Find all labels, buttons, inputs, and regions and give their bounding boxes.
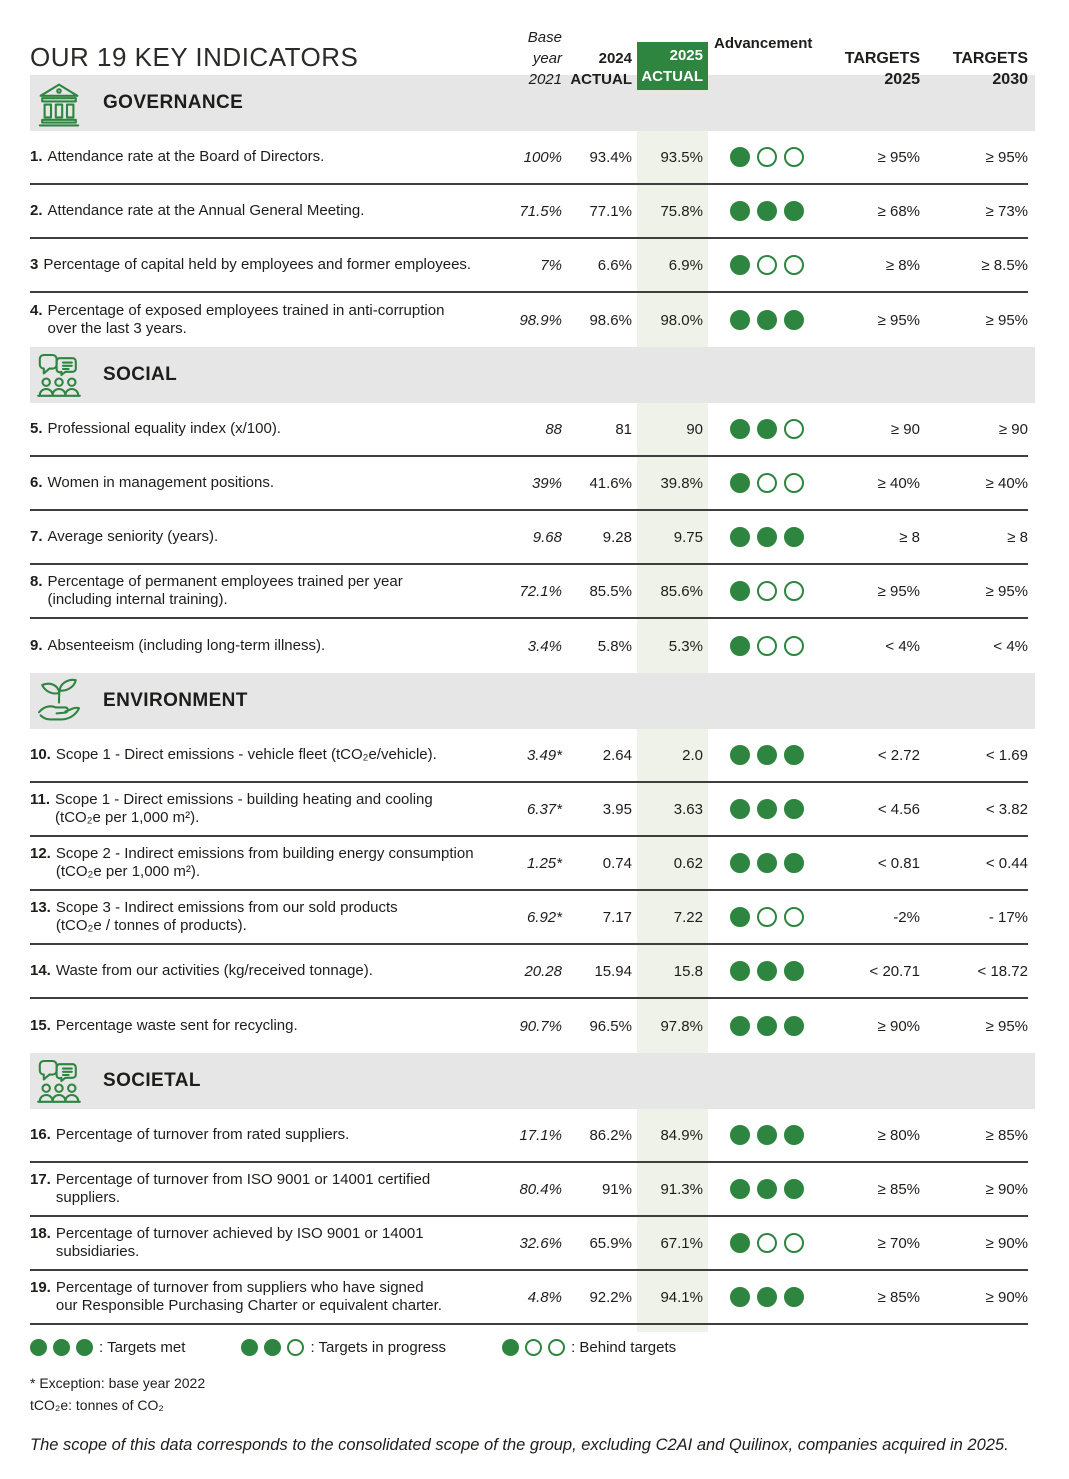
indicator-row: [30, 185, 1028, 239]
target-2030-value: ≥ 90%: [985, 1180, 1028, 1198]
indicator-text: Women in management positions.: [47, 474, 275, 491]
actual-2024-value: 0.74: [602, 854, 632, 872]
indicator-row: [30, 565, 1028, 619]
actual-2025-value: 15.8: [673, 962, 703, 980]
people-icon: [35, 1057, 83, 1105]
actual-2025-value: 98.0%: [660, 311, 703, 329]
status-dot-icon: [784, 147, 804, 167]
target-2030-value: < 18.72: [977, 962, 1028, 980]
people-icon: [35, 351, 83, 399]
indicator-text: Percentage of turnover achieved by ISO 9001 or 14001 subsidiaries.: [55, 1225, 424, 1260]
target-2025-value: < 4%: [885, 637, 920, 655]
status-dot-icon: [784, 853, 804, 873]
indicator-number: 4.: [30, 302, 43, 319]
indicator-label: [30, 746, 500, 764]
indicator-text: Scope 1 - Direct emissions - vehicle fleet (tCO₂e/vehicle).: [55, 746, 437, 763]
status-dot-icon: [757, 636, 777, 656]
indicator-row: [30, 511, 1028, 565]
indicator-label: [30, 1225, 500, 1261]
base-year-value: 88: [545, 420, 562, 438]
indicator-label: [30, 962, 500, 980]
indicator-text: Scope 1 - Direct emissions - building heating and cooling: [55, 791, 433, 808]
advancement-dots: [708, 1016, 810, 1036]
status-dot-icon: [784, 1125, 804, 1145]
status-dot-icon: [784, 419, 804, 439]
actual-2025-value: 85.6%: [660, 582, 703, 600]
indicator-number: 6.: [30, 474, 43, 491]
base-year-value: 6.37*: [526, 800, 562, 818]
indicator-text-line2: (tCO₂e per 1,000 m²).: [55, 809, 200, 826]
target-2030-value: < 4%: [993, 637, 1028, 655]
indicator-number: 19.: [30, 1279, 51, 1296]
actual-2025-value: 75.8%: [660, 202, 703, 220]
actual-2024-value: 5.8%: [597, 637, 632, 655]
actual-2025-value: 2.0: [682, 746, 703, 764]
indicator-label: [30, 1279, 500, 1315]
status-dot-icon: [757, 201, 777, 221]
status-dot-icon: [784, 907, 804, 927]
footnotes: [30, 1372, 1069, 1416]
advancement-dots: [708, 853, 810, 873]
column-header-advancement: Advancement: [714, 35, 813, 52]
indicator-row: [30, 837, 1028, 891]
status-dot-icon: [730, 527, 750, 547]
status-dot-icon: [730, 1287, 750, 1307]
base-year-value: 17.1%: [519, 1126, 562, 1144]
actual-2024-value: 65.9%: [589, 1234, 632, 1252]
indicator-number: 5.: [30, 420, 43, 437]
indicator-text: Waste from our activities (kg/received tonnage).: [55, 962, 373, 979]
advancement-dots: [708, 799, 810, 819]
column-header-2025-actual: 2025 ACTUAL: [637, 42, 708, 90]
status-dot-icon: [784, 745, 804, 765]
indicator-text-line2: over the last 3 years.: [47, 320, 187, 337]
indicator-row: [30, 239, 1028, 293]
actual-2024-value: 81: [615, 420, 632, 438]
base-year-value: 90.7%: [519, 1017, 562, 1035]
section-title: SOCIAL: [103, 364, 178, 385]
status-dot-icon: [730, 745, 750, 765]
legend-label: : Behind targets: [571, 1339, 677, 1356]
indicator-text: Scope 3 - Indirect emissions from our sold products: [55, 899, 398, 916]
actual-2025-value: 5.3%: [668, 637, 703, 655]
actual-2025-value: 7.22: [673, 908, 703, 926]
status-dot-icon: [757, 745, 777, 765]
indicator-text: Percentage waste sent for recycling.: [55, 1017, 298, 1034]
indicator-number: 1.: [30, 148, 43, 165]
target-2025-value: ≥ 85%: [877, 1180, 920, 1198]
advancement-dots: [708, 201, 810, 221]
status-dot-icon: [757, 1125, 777, 1145]
actual-2024-value: 3.95: [602, 800, 632, 818]
page-title: OUR 19 KEY INDICATORS: [30, 42, 359, 72]
status-dot-icon: [730, 473, 750, 493]
indicator-text: Percentage of exposed employees trained in anti-corruption: [47, 302, 445, 319]
indicator-number: 2.: [30, 202, 43, 219]
target-2030-value: ≥ 8.5%: [981, 256, 1028, 274]
advancement-dots: [708, 1233, 810, 1253]
status-dot-icon: [757, 907, 777, 927]
status-dot-icon: [730, 201, 750, 221]
target-2025-value: ≥ 95%: [877, 311, 920, 329]
indicator-text: Attendance rate at the Annual General Meeting.: [47, 202, 365, 219]
target-2025-value: ≥ 95%: [877, 148, 920, 166]
advancement-dots: [708, 581, 810, 601]
target-2030-value: ≥ 40%: [985, 474, 1028, 492]
target-2025-value: ≥ 8: [899, 528, 920, 546]
status-dot-icon: [784, 255, 804, 275]
indicator-label: [30, 1171, 500, 1207]
indicator-number: 9.: [30, 637, 43, 654]
indicator-label: [30, 845, 500, 881]
actual-2025-value: 91.3%: [660, 1180, 703, 1198]
column-header-base-year: Base year 2021: [527, 29, 562, 88]
status-dot-icon: [757, 473, 777, 493]
indicator-label: [30, 148, 500, 166]
table-header: [30, 27, 1028, 88]
target-2025-value: ≥ 95%: [877, 582, 920, 600]
target-2025-value: ≥ 90%: [877, 1017, 920, 1035]
indicator-text: Percentage of capital held by employees and former employees.: [43, 256, 472, 273]
target-2030-value: ≥ 95%: [985, 582, 1028, 600]
target-2030-value: ≥ 95%: [985, 148, 1028, 166]
target-2025-value: ≥ 80%: [877, 1126, 920, 1144]
status-dot-icon: [730, 1179, 750, 1199]
advancement-dots: [708, 147, 810, 167]
actual-2024-value: 91%: [601, 1180, 632, 1198]
status-legend: [30, 1339, 1069, 1356]
status-dot-icon: [784, 310, 804, 330]
indicator-row: [30, 1109, 1028, 1163]
actual-2024-value: 93.4%: [589, 148, 632, 166]
status-dot-icon: [548, 1339, 565, 1356]
actual-2024-value: 85.5%: [589, 582, 632, 600]
legend-item-behind-targets: [502, 1339, 676, 1356]
target-2030-value: < 1.69: [985, 746, 1028, 764]
status-dot-icon: [30, 1339, 47, 1356]
indicator-text-line2: (tCO₂e per 1,000 m²).: [55, 863, 201, 880]
indicator-number: 11.: [30, 791, 51, 808]
actual-2024-value: 2.64: [602, 746, 632, 764]
actual-2024-value: 9.28: [602, 528, 632, 546]
actual-2024-value: 6.6%: [597, 256, 632, 274]
footnote-exception: * Exception: base year 2022: [30, 1375, 206, 1391]
status-dot-icon: [730, 419, 750, 439]
status-dot-icon: [53, 1339, 70, 1356]
indicator-label: [30, 1017, 500, 1035]
target-2025-value: -2%: [893, 908, 920, 926]
base-year-value: 20.28: [524, 962, 562, 980]
indicator-text: Professional equality index (x/100).: [47, 420, 281, 437]
indicator-text: Percentage of permanent employees trained per year: [47, 573, 403, 590]
status-dot-icon: [757, 853, 777, 873]
status-dot-icon: [730, 147, 750, 167]
advancement-dots: [708, 255, 810, 275]
status-dot-icon: [730, 907, 750, 927]
status-dot-icon: [784, 1233, 804, 1253]
indicator-label: [30, 1126, 500, 1144]
base-year-value: 3.49*: [526, 746, 562, 764]
advancement-dots: [708, 310, 810, 330]
indicator-label: [30, 256, 500, 274]
actual-2024-value: 86.2%: [589, 1126, 632, 1144]
bank-icon: [35, 79, 83, 127]
advancement-dots: [708, 1179, 810, 1199]
status-dot-icon: [784, 201, 804, 221]
advancement-dots: [708, 419, 810, 439]
advancement-dots: [708, 473, 810, 493]
hand-plant-icon: [35, 677, 83, 725]
indicator-row: [30, 1271, 1028, 1325]
indicator-number: 13.: [30, 899, 51, 916]
base-year-value: 1.25*: [526, 854, 562, 872]
status-dot-icon: [264, 1339, 281, 1356]
indicator-text: Scope 2 - Indirect emissions from building energy consumption: [55, 845, 474, 862]
indicator-label: [30, 573, 500, 609]
target-2025-value: ≥ 68%: [877, 202, 920, 220]
section-title: SOCIETAL: [103, 1070, 201, 1091]
status-dot-icon: [730, 961, 750, 981]
advancement-dots: [708, 527, 810, 547]
target-2030-value: ≥ 90: [998, 420, 1028, 438]
indicator-number: 12.: [30, 845, 51, 862]
advancement-dots: [708, 1287, 810, 1307]
base-year-value: 71.5%: [519, 202, 562, 220]
status-dot-icon: [730, 853, 750, 873]
actual-2025-value: 94.1%: [660, 1288, 703, 1306]
indicator-label: [30, 202, 500, 220]
indicator-row: [30, 1217, 1028, 1271]
target-2025-value: < 2.72: [877, 746, 920, 764]
status-dot-icon: [757, 419, 777, 439]
section-band: [30, 673, 1035, 729]
indicator-label: [30, 474, 500, 492]
status-dot-icon: [76, 1339, 93, 1356]
indicator-row: [30, 1163, 1028, 1217]
target-2025-value: ≥ 90: [890, 420, 920, 438]
indicator-label: [30, 637, 500, 655]
status-dot-icon: [784, 1179, 804, 1199]
target-2025-value: ≥ 40%: [877, 474, 920, 492]
column-header-targets-2030: TARGETS 2030: [952, 50, 1028, 88]
indicator-number: 10.: [30, 746, 51, 763]
legend-item-targets-met: [30, 1339, 185, 1356]
target-2025-value: < 4.56: [877, 800, 920, 818]
target-2025-value: < 0.81: [877, 854, 920, 872]
status-dot-icon: [784, 527, 804, 547]
status-dot-icon: [784, 1287, 804, 1307]
status-dot-icon: [757, 1287, 777, 1307]
base-year-value: 32.6%: [519, 1234, 562, 1252]
target-2030-value: ≥ 95%: [985, 1017, 1028, 1035]
legend-item-targets-in-progress: [241, 1339, 446, 1356]
status-dot-icon: [757, 255, 777, 275]
indicator-number: 17.: [30, 1171, 51, 1188]
indicator-number: 14.: [30, 962, 51, 979]
advancement-dots: [708, 961, 810, 981]
indicator-row: [30, 729, 1028, 783]
indicator-label: [30, 420, 500, 438]
status-dot-icon: [525, 1339, 542, 1356]
actual-2024-value: 41.6%: [589, 474, 632, 492]
indicator-label: [30, 528, 500, 546]
status-dot-icon: [784, 473, 804, 493]
indicator-row: [30, 131, 1028, 185]
target-2030-value: ≥ 85%: [985, 1126, 1028, 1144]
target-2025-value: ≥ 85%: [877, 1288, 920, 1306]
actual-2025-value: 6.9%: [668, 256, 703, 274]
actual-2024-value: 77.1%: [589, 202, 632, 220]
indicator-number: 18.: [30, 1225, 51, 1242]
status-dot-icon: [757, 1233, 777, 1253]
column-header-2024-actual: 2024 ACTUAL: [570, 50, 632, 88]
indicator-label: [30, 899, 500, 935]
indicator-text-line2: (including internal training).: [47, 591, 228, 608]
base-year-value: 100%: [523, 148, 562, 166]
indicator-number: 8.: [30, 573, 43, 590]
status-dot-icon: [784, 636, 804, 656]
status-dot-icon: [757, 1179, 777, 1199]
base-year-value: 9.68: [532, 528, 562, 546]
actual-2025-value: 0.62: [673, 854, 703, 872]
indicator-text: Attendance rate at the Board of Directors.: [47, 148, 325, 165]
target-2025-value: < 20.71: [869, 962, 920, 980]
indicator-row: [30, 619, 1028, 673]
status-dot-icon: [757, 147, 777, 167]
actual-2025-value: 39.8%: [660, 474, 703, 492]
status-dot-icon: [730, 636, 750, 656]
section-band: [30, 347, 1035, 403]
base-year-value: 6.92*: [526, 908, 562, 926]
actual-2024-value: 15.94: [594, 962, 632, 980]
actual-2025-value: 93.5%: [660, 148, 703, 166]
status-dot-icon: [241, 1339, 258, 1356]
actual-2024-value: 7.17: [602, 908, 632, 926]
base-year-value: 7%: [540, 256, 562, 274]
base-year-value: 4.8%: [527, 1288, 562, 1306]
indicator-number: 3: [30, 256, 39, 273]
status-dot-icon: [757, 527, 777, 547]
advancement-dots: [708, 1125, 810, 1145]
column-header-targets-2025: TARGETS 2025: [844, 50, 920, 88]
indicator-row: [30, 403, 1028, 457]
status-dots-icon: [241, 1339, 304, 1356]
indicator-row: [30, 999, 1028, 1053]
status-dot-icon: [784, 961, 804, 981]
target-2025-value: ≥ 8%: [885, 256, 920, 274]
status-dots-icon: [30, 1339, 93, 1356]
indicator-text: Percentage of turnover from suppliers who have signed: [55, 1279, 424, 1296]
base-year-value: 98.9%: [519, 311, 562, 329]
indicator-text-line2: (tCO₂e / tonnes of products).: [55, 917, 247, 934]
actual-2024-value: 98.6%: [589, 311, 632, 329]
base-year-value: 80.4%: [519, 1180, 562, 1198]
base-year-value: 3.4%: [527, 637, 562, 655]
advancement-dots: [708, 907, 810, 927]
indicator-number: 16.: [30, 1126, 51, 1143]
indicator-row: [30, 783, 1028, 837]
status-dot-icon: [502, 1339, 519, 1356]
status-dot-icon: [757, 310, 777, 330]
target-2030-value: ≥ 90%: [985, 1234, 1028, 1252]
indicator-table: [0, 75, 1069, 1325]
target-2030-value: - 17%: [988, 908, 1028, 926]
indicator-row: [30, 457, 1028, 511]
scope-note: The scope of this data corresponds to the consolidated scope of the group, excluding C2AI and Quilinox, companies acquired in 2025.: [30, 1436, 1009, 1454]
actual-2025-value: 3.63: [673, 800, 703, 818]
target-2030-value: ≥ 73%: [985, 202, 1028, 220]
indicator-row: [30, 891, 1028, 945]
status-dot-icon: [730, 581, 750, 601]
target-2030-value: < 0.44: [985, 854, 1028, 872]
indicator-row: [30, 945, 1028, 999]
status-dot-icon: [757, 581, 777, 601]
target-2030-value: < 3.82: [985, 800, 1028, 818]
actual-2025-value: 84.9%: [660, 1126, 703, 1144]
section-title: ENVIRONMENT: [103, 690, 248, 711]
status-dot-icon: [784, 581, 804, 601]
status-dot-icon: [730, 310, 750, 330]
advancement-dots: [708, 745, 810, 765]
indicator-text: Percentage of turnover from ISO 9001 or 14001 certified suppliers.: [55, 1171, 431, 1206]
advancement-dots: [708, 636, 810, 656]
base-year-value: 39%: [531, 474, 562, 492]
indicator-number: 7.: [30, 528, 43, 545]
indicator-text: Absenteeism (including long-term illness).: [47, 637, 326, 654]
legend-label: : Targets met: [99, 1339, 186, 1356]
actual-2025-value: 67.1%: [660, 1234, 703, 1252]
status-dot-icon: [757, 799, 777, 819]
legend-label: : Targets in progress: [310, 1339, 447, 1356]
status-dot-icon: [730, 255, 750, 275]
status-dots-icon: [502, 1339, 565, 1356]
actual-2024-value: 96.5%: [589, 1017, 632, 1035]
target-2030-value: ≥ 90%: [985, 1288, 1028, 1306]
indicator-label: [30, 302, 500, 338]
status-dot-icon: [730, 1233, 750, 1253]
status-dot-icon: [730, 1016, 750, 1036]
actual-2025-value: 9.75: [673, 528, 703, 546]
status-dot-icon: [757, 961, 777, 981]
status-dot-icon: [784, 799, 804, 819]
indicator-label: [30, 791, 500, 827]
status-dot-icon: [757, 1016, 777, 1036]
actual-2024-value: 92.2%: [589, 1288, 632, 1306]
base-year-value: 72.1%: [519, 582, 562, 600]
target-2030-value: ≥ 95%: [985, 311, 1028, 329]
section-title: GOVERNANCE: [103, 92, 244, 113]
status-dot-icon: [784, 1016, 804, 1036]
status-dot-icon: [730, 799, 750, 819]
indicator-text-line2: our Responsible Purchasing Charter or equivalent charter.: [55, 1297, 442, 1314]
target-2025-value: ≥ 70%: [877, 1234, 920, 1252]
target-2030-value: ≥ 8: [1007, 528, 1028, 546]
section-band: [30, 1053, 1035, 1109]
indicator-text: Percentage of turnover from rated suppliers.: [55, 1126, 350, 1143]
footnote-tco2e: tCO₂e: tonnes of CO₂: [30, 1397, 164, 1413]
indicator-row: [30, 293, 1028, 347]
actual-2025-value: 90: [686, 420, 703, 438]
status-dot-icon: [730, 1125, 750, 1145]
indicator-text: Average seniority (years).: [47, 528, 219, 545]
actual-2025-value: 97.8%: [660, 1017, 703, 1035]
indicator-number: 15.: [30, 1017, 51, 1034]
status-dot-icon: [287, 1339, 304, 1356]
